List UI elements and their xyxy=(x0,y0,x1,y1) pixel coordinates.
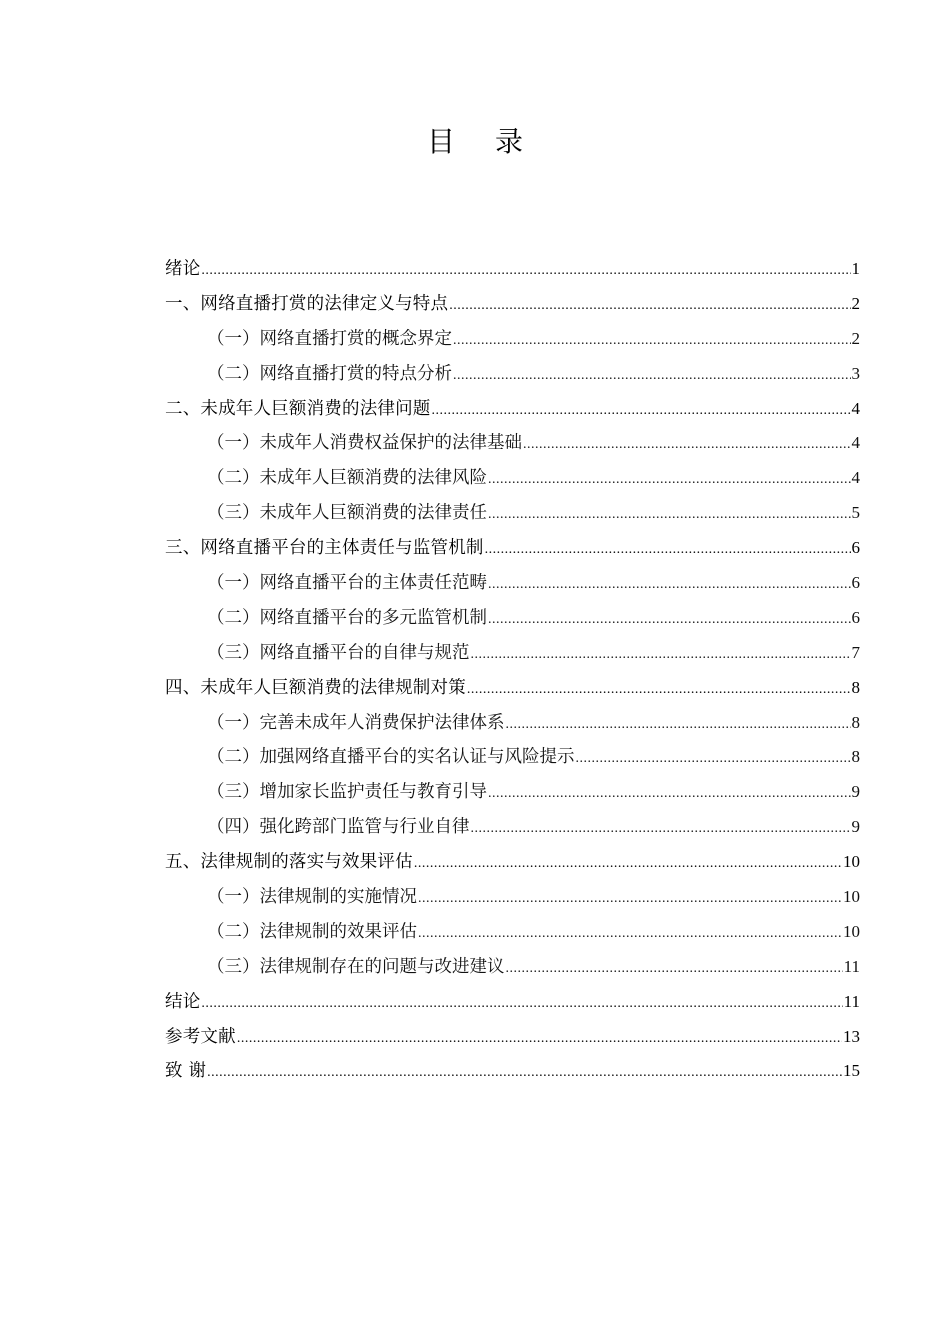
toc-dot-leader xyxy=(201,254,850,289)
toc-dot-leader xyxy=(201,987,842,1022)
toc-entry-page-number: 7 xyxy=(851,642,860,662)
table-of-contents xyxy=(165,252,860,1089)
toc-entry xyxy=(165,810,860,845)
toc-dot-leader xyxy=(488,603,851,638)
toc-entry-title: 一、网络直播打赏的法律定义与特点 xyxy=(165,293,449,314)
toc-entry-title: 三、网络直播平台的主体责任与监管机制 xyxy=(165,538,484,559)
toc-entry xyxy=(165,845,860,880)
toc-entry-page-number: 6 xyxy=(851,573,860,593)
toc-entry-page-number: 2 xyxy=(851,328,860,348)
toc-entry-title: 绪论 xyxy=(165,259,201,279)
toc-entry-page-number: 11 xyxy=(843,991,860,1011)
toc-entry-title: （一）网络直播平台的主体责任范畴 xyxy=(207,573,487,594)
toc-dot-leader xyxy=(471,638,851,673)
toc-dot-leader xyxy=(432,394,851,429)
toc-entry-title: 四、未成年人巨额消费的法律规制对策 xyxy=(165,677,466,698)
toc-dot-leader xyxy=(453,359,851,394)
page-title: 目录 xyxy=(426,125,563,158)
toc-entry xyxy=(165,461,860,496)
toc-entry xyxy=(165,880,860,915)
toc-entry xyxy=(165,636,860,671)
toc-entry-page-number: 9 xyxy=(851,782,860,802)
toc-entry-page-number: 1 xyxy=(851,259,860,278)
toc-dot-leader xyxy=(449,289,850,324)
toc-entry xyxy=(165,566,860,601)
toc-entry-page-number: 3 xyxy=(851,363,860,383)
toc-entry-page-number: 10 xyxy=(843,887,860,907)
toc-entry xyxy=(165,601,860,636)
toc-dot-leader xyxy=(576,742,851,777)
toc-entry-page-number: 10 xyxy=(843,852,860,872)
toc-entry-page-number: 4 xyxy=(851,398,860,418)
toc-entry-page-number: 8 xyxy=(851,712,860,732)
toc-entry-title: （三）增加家长监护责任与教育引导 xyxy=(207,782,487,803)
toc-entry-page-number: 8 xyxy=(851,677,860,697)
toc-entry-page-number: 11 xyxy=(843,956,860,976)
toc-dot-leader xyxy=(414,847,842,882)
toc-dot-leader xyxy=(453,324,851,359)
toc-entry xyxy=(165,915,860,950)
toc-entry-page-number: 4 xyxy=(851,433,860,453)
toc-dot-leader xyxy=(237,1022,842,1057)
toc-entry-title: （一）未成年人消费权益保护的法律基础 xyxy=(207,433,522,454)
toc-entry-title: （二）加强网络直播平台的实名认证与风险提示 xyxy=(207,747,575,768)
toc-entry xyxy=(165,392,860,427)
toc-entry-title: 致 谢 xyxy=(165,1061,207,1082)
toc-entry xyxy=(165,426,860,461)
toc-dot-leader xyxy=(488,463,851,498)
toc-entry-page-number: 5 xyxy=(851,503,860,523)
toc-entry xyxy=(165,322,860,357)
toc-dot-leader xyxy=(523,428,851,463)
toc-entry-title: （四）强化跨部门监管与行业自律 xyxy=(207,817,470,838)
toc-entry xyxy=(165,1054,860,1089)
toc-entry xyxy=(165,252,860,287)
toc-entry-title: 参考文献 xyxy=(165,1026,236,1047)
toc-entry xyxy=(165,740,860,775)
toc-entry xyxy=(165,985,860,1020)
toc-dot-leader xyxy=(488,777,851,812)
toc-entry-title: （三）法律规制存在的问题与改进建议 xyxy=(207,956,505,977)
toc-entry-page-number: 13 xyxy=(843,1026,860,1046)
toc-entry xyxy=(165,706,860,741)
toc-entry xyxy=(165,775,860,810)
toc-entry xyxy=(165,671,860,706)
toc-entry-title: （三）网络直播平台的自律与规范 xyxy=(207,642,470,663)
toc-entry-page-number: 9 xyxy=(851,817,860,837)
toc-dot-leader xyxy=(488,568,851,603)
toc-entry-title: 结论 xyxy=(165,991,201,1012)
toc-entry-title: （一）网络直播打赏的概念界定 xyxy=(207,328,452,349)
toc-entry-title: （一）完善未成年人消费保护法律体系 xyxy=(207,712,505,733)
toc-dot-leader xyxy=(471,812,851,847)
toc-dot-leader xyxy=(488,498,851,533)
toc-entry xyxy=(165,950,860,985)
toc-dot-leader xyxy=(506,952,843,987)
toc-entry-title: （三）未成年人巨额消费的法律责任 xyxy=(207,503,487,524)
toc-entry-title: （二）未成年人巨额消费的法律风险 xyxy=(207,468,487,489)
toc-entry-page-number: 15 xyxy=(843,1061,860,1081)
toc-dot-leader xyxy=(506,708,851,743)
toc-entry xyxy=(165,287,860,322)
toc-entry xyxy=(165,496,860,531)
toc-entry-page-number: 2 xyxy=(851,293,860,313)
toc-entry-page-number: 6 xyxy=(851,607,860,627)
toc-entry xyxy=(165,531,860,566)
toc-entry-title: （二）网络直播打赏的特点分析 xyxy=(207,363,452,384)
toc-entry-page-number: 6 xyxy=(851,538,860,558)
toc-entry-title: 五、法律规制的落实与效果评估 xyxy=(165,852,413,873)
toc-entry-title: （一）法律规制的实施情况 xyxy=(207,887,417,908)
toc-entry xyxy=(165,357,860,392)
toc-dot-leader xyxy=(485,533,851,568)
toc-dot-leader xyxy=(418,917,842,952)
toc-dot-leader xyxy=(418,882,842,917)
toc-entry-page-number: 8 xyxy=(851,747,860,767)
toc-entry-title: （二）网络直播平台的多元监管机制 xyxy=(207,607,487,628)
toc-dot-leader xyxy=(207,1056,842,1091)
toc-entry-page-number: 4 xyxy=(851,468,860,488)
toc-entry xyxy=(165,1020,860,1055)
toc-entry-page-number: 10 xyxy=(843,921,860,941)
toc-dot-leader xyxy=(467,673,851,708)
toc-entry-title: （二）法律规制的效果评估 xyxy=(207,921,417,942)
toc-entry-title: 二、未成年人巨额消费的法律问题 xyxy=(165,398,431,419)
